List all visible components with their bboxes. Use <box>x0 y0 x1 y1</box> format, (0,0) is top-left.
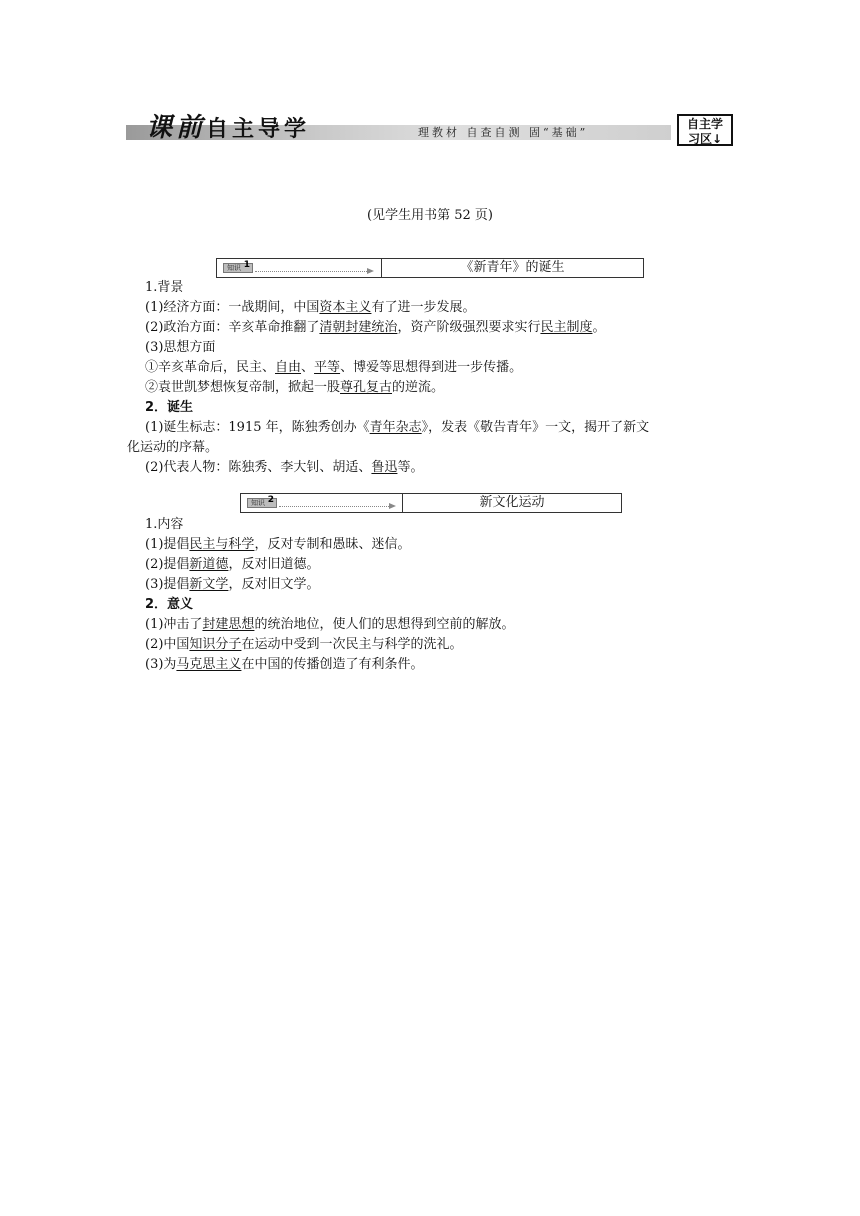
dotted-line <box>279 506 389 507</box>
banner-title <box>146 113 310 144</box>
badge-line-2: 习区↓ <box>687 132 723 146</box>
knowledge-tag: 知识 2 <box>247 498 277 508</box>
heading-birth: 2．诞生 <box>145 400 194 415</box>
heading-content: 1.内容 <box>145 517 184 532</box>
knowledge-number: 2 <box>267 495 274 505</box>
banner-title-rest: 自主导学 <box>206 116 311 142</box>
meaning-point-3: (3)为马克思主义在中国的传播创造了有利条件。 <box>145 657 424 672</box>
economic-line: (1)经济方面：一战期间，中国资本主义有了进一步发展。 <box>145 300 476 315</box>
banner-title-first: 课前 <box>146 113 207 143</box>
knowledge-title: 新文化运动 <box>479 495 545 510</box>
knowledge-tag-area <box>241 494 403 512</box>
section-banner <box>126 113 735 149</box>
dotted-line <box>255 271 367 272</box>
badge-line-1: 自主学 <box>686 117 723 131</box>
knowledge-tag-area <box>217 259 382 277</box>
arrow-right-icon <box>367 268 374 274</box>
meaning-point-1: (1)冲击了封建思想的统治地位，使人们的思想得到空前的解放。 <box>145 617 515 632</box>
heading-meaning: 2．意义 <box>145 597 194 612</box>
meaning-point-2: (2)中国知识分子在运动中受到一次民主与科学的洗礼。 <box>145 637 463 652</box>
textbook-reference: (见学生用书第 52 页) <box>367 208 493 223</box>
birth-mark-line: (1)诞生标志：1915 年，陈独秀创办《青年杂志》，发表《敬告青年》一文，揭开了新文 <box>145 420 650 435</box>
content-point-3: (3)提倡新文学，反对旧文学。 <box>145 577 320 592</box>
arrow-right-icon <box>389 503 396 509</box>
banner-subtitle: 理教材 自查自测 固“基础” <box>418 126 589 139</box>
self-study-badge <box>677 114 733 146</box>
knowledge-box-2 <box>240 493 622 513</box>
knowledge-box-1 <box>216 258 644 278</box>
representatives-line: (2)代表人物：陈独秀、李大钊、胡适、鲁迅等。 <box>145 460 424 475</box>
arrow-down-icon: ↓ <box>711 132 723 146</box>
heading-background: 1.背景 <box>145 280 184 295</box>
ideological-point-1: ①辛亥革命后，民主、自由、平等、博爱等思想得到进一步传播。 <box>145 360 523 375</box>
birth-mark-continuation: 化运动的序幕。 <box>127 440 219 455</box>
ideological-point-2: ②袁世凯梦想恢复帝制，掀起一股尊孔复古的逆流。 <box>145 380 445 395</box>
content-point-1: (1)提倡民主与科学，反对专制和愚昧、迷信。 <box>145 537 411 552</box>
ideological-heading: (3)思想方面 <box>145 340 216 355</box>
knowledge-title: 《新青年》的诞生 <box>460 260 565 275</box>
knowledge-number: 1 <box>243 260 250 270</box>
content-point-2: (2)提倡新道德，反对旧道德。 <box>145 557 320 572</box>
political-line: (2)政治方面：辛亥革命推翻了清朝封建统治，资产阶级强烈要求实行民主制度。 <box>145 320 606 335</box>
knowledge-tag: 知识 1 <box>223 263 253 273</box>
